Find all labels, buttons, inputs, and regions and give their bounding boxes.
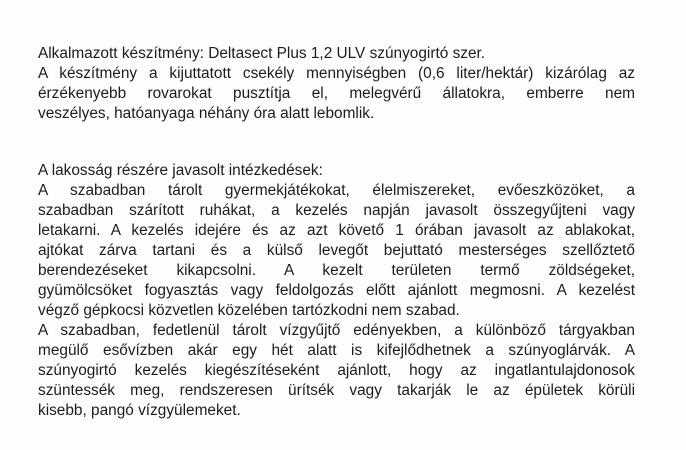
text-line: ajtókat zárva tartani és a külső levegőt bejuttató mesterséges szellőztető: [38, 242, 635, 259]
text-line: szúnyogirtó kezelés kiegészítéseként ajánlott, hogy az ingatlantulajdonosok: [38, 362, 635, 379]
text-line: letakarni. A kezelés idejére és az azt követő 1 órában javasolt az ablakokat,: [38, 222, 635, 239]
text-line: végző gépkocsi közvetlen közelében tartózkodni nem szabad.: [38, 302, 460, 319]
paragraph-product-info: [38, 44, 635, 124]
page-cut-edge: [0, 444, 686, 450]
text-line: A szabadban, fedetlenül tárolt vízgyűjtő edényekben, a különböző tárgyakban: [38, 322, 635, 339]
text-line: veszélyes, hatóanyaga néhány óra alatt lebomlik.: [38, 105, 375, 122]
text-line: A készítmény a kijuttatott csekély mennyiségben (0,6 liter/hektár) kizárólag az: [38, 65, 635, 82]
text-line: szüntessék meg, rendszeresen ürítsék vagy takarják le az épületek körüli: [38, 382, 635, 399]
paragraph-measures: [38, 161, 635, 421]
text-line: Alkalmazott készítmény: Deltasect Plus 1,2 ULV szúnyogirtó szer.: [38, 45, 486, 62]
text-line: A lakosság részére javasolt intézkedések:: [38, 162, 323, 179]
text-line: A szabadban tárolt gyermekjátékokat, élelmiszereket, evőeszközöket, a: [38, 182, 635, 199]
text-line: kisebb, pangó vízgyülemeket.: [38, 402, 241, 419]
text-line: érzékenyebb rovarokat pusztítja el, melegvérű állatokra, emberre nem: [38, 85, 635, 102]
text-line: gyümölcsöket fogyasztás vagy feldolgozás előtt ajánlott megmosni. A kezelést: [38, 282, 635, 299]
text-line: megülő esővízben akár egy hét alatt is kifejlődhetnek a szúnyoglárvák. A: [38, 342, 635, 359]
text-line: szabadban szárított ruhákat, a kezelés napján javasolt összegyűjteni vagy: [38, 202, 635, 219]
text-line: berendezéseket kikapcsolni. A kezelt területen termő zöldségeket,: [38, 262, 635, 279]
